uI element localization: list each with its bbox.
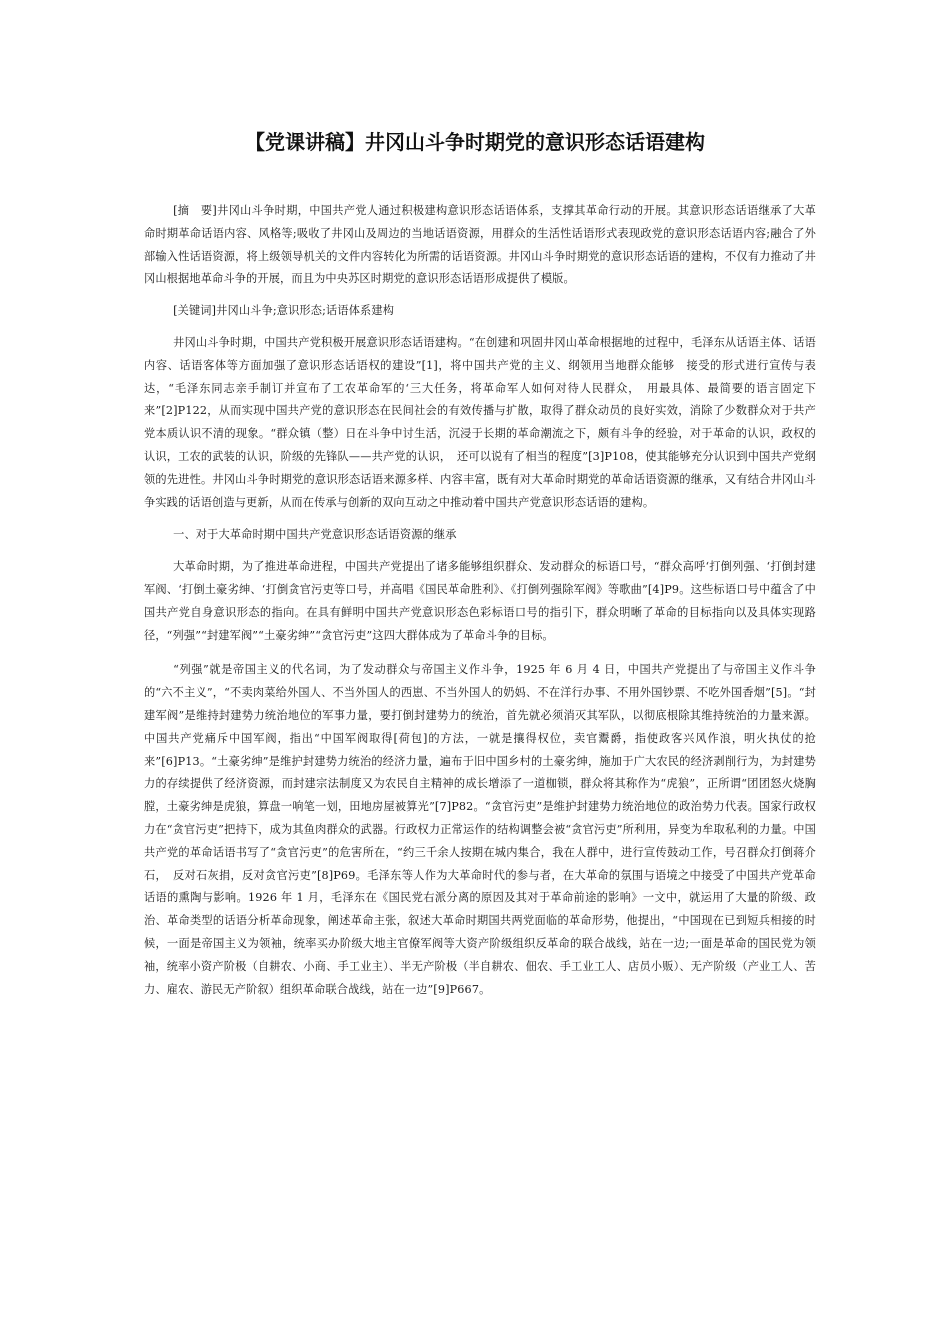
document-title: 【党课讲稿】井冈山斗争时期党的意识形态话语建构 (245, 130, 705, 154)
intro-paragraph: 井冈山斗争时期，中国共产党积极开展意识形态话语建构。“在创建和巩固井冈山革命根据地的过程中，毛泽东从话语主体、话语内容、话语客体等方面加强了意识形态话语权的建设”[1]，将中国共产党的主义、纲领用当地群众能够 接受的形式进行宣传与表达，“毛泽东同志亲手制订并宣布了工农革命军的‘三大任务，将革命军人如何对待人民群众， 用最具体、最简要的语言固定下来”[2]P122，从而实现中国共产党的意识形态在民间社会的有效传播与扩散，取得了群众动员的良好实效，消除了少数群众对于共产党本质认识不清的现象。“群众镇（整）日在斗争中讨生活，沉浸于长期的革命潮流之下，颇有斗争的经验，对于革命的认识，政权的认识，工农的武装的认识，阶级的先锋队——共产党的认识， 还可以说有了相当的程度”[3]P108，使其能够充分认识到中国共产党纲领的先进性。井冈山斗争时期党的意识形态话语来源多样、内容丰富，既有对大革命时期党的革命话语资源的继承，又有结合井冈山斗争实践的话语创造与更新，从而在传承与创新的双向互动之中推动着中国共产党意识形态话语的建构。 (144, 335, 816, 509)
abstract-paragraph: [摘 要]井冈山斗争时期，中国共产党人通过积极建构意识形态话语体系，支撑其革命行动的开展。其意识形态话语继承了大革命时期革命话语内容、风格等;吸收了井冈山及周边的当地话语资源，用群众的生活性话语形式表现政党的意识形态话语内容;融合了外部输入性话语资源，将上级领导机关的文件内容转化为所需的话语资源。井冈山斗争时期党的意识形态话语的建构，不仅有力推动了井冈山根据地革命斗争的开展，而且为中央苏区时期党的意识形态话语形成提供了模版。 (144, 204, 816, 286)
section-heading: 一、对于大革命时期中国共产党意识形态话语资源的继承 (173, 528, 457, 542)
keywords-paragraph: [关键词]井冈山斗争;意识形态;话语体系建构 (173, 304, 395, 318)
section-paragraph-1: 大革命时期，为了推进革命进程，中国共产党提出了诸多能够组织群众、发动群众的标语口号，“群众高呼‘打倒列强、‘打倒封建军阀、‘打倒土豪劣绅、‘打倒贪官污吏等口号，并高唱《国民革命胜利》、《打倒列强除军阀》等歌曲”[4]P9。这些标语口号中蕴含了中国共产党自身意识形态的指向。在具有鲜明中国共产党意识形态色彩标语口号的指引下，群众明晰了革命的目标指向以及具体实现路径，“列强”“封建军阀”“土豪劣绅”“贪官污吏”这四大群体成为了革命斗争的目标。 (144, 560, 816, 642)
section-paragraph-2: “列强”就是帝国主义的代名词，为了发动群众与帝国主义作斗争，1925 年 6 月 4 日，中国共产党提出了与帝国主义作斗争的“六不主义”，“不卖肉菜给外国人、不当外国人的西崽、不当外国人的奶妈、不在洋行办事、不用外国钞票、不吃外国香烟”[5]。“封建军阀”是维持封建势力统治地位的军事力量，要打倒封建势力的统治，首先就必须消灭其军队，以彻底根除其维持统治的力量来源。中国共产党痛斥中国军阀，指出“中国军阀取得[荷包]的方法，一就是攘得权位，卖官鬻爵，指使政客兴风作浪，明火执仗的抢来”[6]P13。“土豪劣绅”是维护封建势力统治的经济力量，遍布于旧中国乡村的土豪劣绅，施加于广大农民的经济剥削行为，为封建势力的存续提供了经济资源，而封建宗法制度又为农民自主精神的成长增添了一道枷锁，群众将其称作为“虎狼”，正所谓“团团怒火烧胸膛，土豪劣绅是虎狼，算盘一响笔一划，田地房屋被算光”[7]P82。“贪官污吏”是维护封建势力统治地位的政治势力代表。国家行政权力在“贪官污吏”把持下，成为其鱼肉群众的武器。行政权力正常运作的结构调整会被“贪官污吏”所利用，异变为牟取私利的力量。中国共产党的革命话语书写了“贪官污吏”的危害所在，“约三千余人按期在城内集合，我在人群中，进行宣传鼓动工作，号召群众打倒蒋介石， 反对石灰捐，反对贪官污吏”[8]P69。毛泽东等人作为大革命时代的参与者，在大革命的氛围与语境之中接受了中国共产党革命话语的熏陶与影响。1926 年 1 月，毛泽东在《国民党右派分离的原因及其对于革命前途的影响》一文中，就运用了大量的阶级、政治、革命类型的话语分析革命现象，阐述革命主张，叙述大革命时期国共两党面临的革命形势，他提出，“中国现在已到短兵相接的时候，一面是帝国主义为领袖，统率买办阶级大地主官僚军阀等大资产阶级组织反革命的联合战线，站在一边;一面是革命的国民党为领袖，统率小资产阶极（自耕农、小商、手工业主）、半无产阶极（半自耕农、佃农、手工业工人、店员小贩）、无产阶级（产业工人、苦力、雇农、游民无产阶叙）组织革命联合战线，站在一边”[9]P667。 (144, 663, 816, 996)
document-body (144, 200, 816, 1001)
